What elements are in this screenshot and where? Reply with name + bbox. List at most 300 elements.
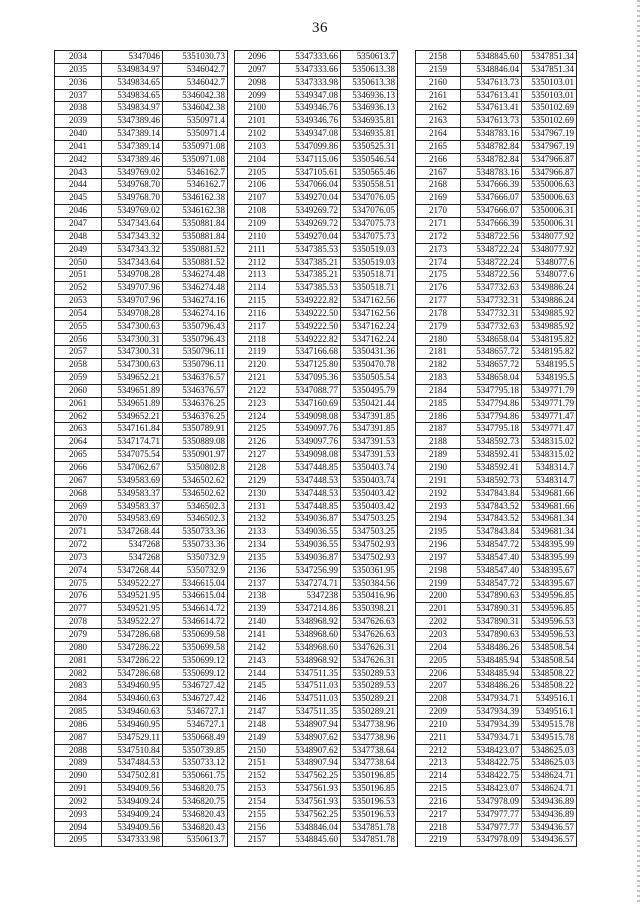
table-row xyxy=(55,282,228,295)
y-coordinate-cell: 5350361.95 xyxy=(341,564,398,577)
table-row xyxy=(235,487,398,500)
y-coordinate-cell: 5349771.79 xyxy=(522,397,577,410)
y-coordinate-cell: 5348077.92 xyxy=(522,243,577,256)
y-coordinate-cell: 5347626.31 xyxy=(341,641,398,654)
x-coordinate-cell: 5349409.24 xyxy=(102,795,163,808)
x-coordinate-cell: 5347561.93 xyxy=(280,795,341,808)
x-coordinate-cell: 5347666.39 xyxy=(461,217,522,230)
y-coordinate-cell: 5350971.08 xyxy=(163,153,228,166)
table-row xyxy=(416,295,577,308)
x-coordinate-cell: 5349269.72 xyxy=(280,205,341,218)
x-coordinate-cell: 5347511.03 xyxy=(280,693,341,706)
x-coordinate-cell: 5349651.89 xyxy=(102,397,163,410)
x-coordinate-cell: 5347161.84 xyxy=(102,423,163,436)
table-row xyxy=(55,372,228,385)
point-number-cell: 2144 xyxy=(235,667,280,680)
point-number-cell: 2145 xyxy=(235,680,280,693)
x-coordinate-cell: 5347286.68 xyxy=(102,628,163,641)
table-row xyxy=(235,372,398,385)
point-number-cell: 2091 xyxy=(55,783,102,796)
point-number-cell: 2049 xyxy=(55,243,102,256)
point-number-cell: 2189 xyxy=(416,449,461,462)
table-row xyxy=(55,770,228,783)
y-coordinate-cell: 5350971.4 xyxy=(163,115,228,128)
y-coordinate-cell: 5350289.53 xyxy=(341,667,398,680)
table-row xyxy=(416,539,577,552)
y-coordinate-cell: 5347738.96 xyxy=(341,731,398,744)
x-coordinate-cell: 5347333.98 xyxy=(102,834,163,847)
point-number-cell: 2046 xyxy=(55,205,102,218)
point-number-cell: 2207 xyxy=(416,680,461,693)
table-row xyxy=(235,230,398,243)
x-coordinate-cell: 5348722.24 xyxy=(461,243,522,256)
table-row xyxy=(55,384,228,397)
y-coordinate-cell: 5348395.99 xyxy=(522,551,577,564)
x-coordinate-cell: 5349768.70 xyxy=(102,192,163,205)
point-number-cell: 2137 xyxy=(235,577,280,590)
y-coordinate-cell: 5350289.21 xyxy=(341,693,398,706)
point-number-cell: 2063 xyxy=(55,423,102,436)
table-row xyxy=(55,603,228,616)
point-number-cell: 2105 xyxy=(235,166,280,179)
x-coordinate-cell: 5347256.99 xyxy=(280,564,341,577)
y-coordinate-cell: 5347967.19 xyxy=(522,140,577,153)
point-number-cell: 2128 xyxy=(235,462,280,475)
table-row xyxy=(55,140,228,153)
y-coordinate-cell: 5348624.71 xyxy=(522,770,577,783)
point-number-cell: 2178 xyxy=(416,307,461,320)
table-row xyxy=(416,269,577,282)
table-row xyxy=(416,731,577,744)
y-coordinate-cell: 5347076.05 xyxy=(341,192,398,205)
point-number-cell: 2186 xyxy=(416,410,461,423)
point-number-cell: 2167 xyxy=(416,166,461,179)
x-coordinate-cell: 5347732.31 xyxy=(461,307,522,320)
x-coordinate-cell: 5347333.98 xyxy=(280,76,341,89)
point-number-cell: 2116 xyxy=(235,307,280,320)
table-row xyxy=(416,89,577,102)
table-row xyxy=(235,834,398,847)
table-row xyxy=(55,783,228,796)
x-coordinate-cell: 5347843.84 xyxy=(461,526,522,539)
table-row xyxy=(235,564,398,577)
point-number-cell: 2040 xyxy=(55,128,102,141)
y-coordinate-cell: 5348395.99 xyxy=(522,539,577,552)
y-coordinate-cell: 5346162.38 xyxy=(163,205,228,218)
point-number-cell: 2062 xyxy=(55,410,102,423)
y-coordinate-cell: 5349596.53 xyxy=(522,628,577,641)
y-coordinate-cell: 5350519.03 xyxy=(341,256,398,269)
table-row xyxy=(55,205,228,218)
x-coordinate-cell: 5348422.75 xyxy=(461,757,522,770)
table-row xyxy=(235,731,398,744)
point-number-cell: 2122 xyxy=(235,384,280,397)
point-number-cell: 2166 xyxy=(416,153,461,166)
y-coordinate-cell: 5350881.84 xyxy=(163,217,228,230)
x-coordinate-cell: 5348968.92 xyxy=(280,616,341,629)
point-number-cell: 2041 xyxy=(55,140,102,153)
table-row xyxy=(416,115,577,128)
table-row xyxy=(55,551,228,564)
y-coordinate-cell: 5347851.34 xyxy=(522,63,577,76)
x-coordinate-cell: 5347613.41 xyxy=(461,102,522,115)
y-coordinate-cell: 5349596.85 xyxy=(522,590,577,603)
table-row xyxy=(55,449,228,462)
table-row xyxy=(55,333,228,346)
point-number-cell: 2119 xyxy=(235,346,280,359)
x-coordinate-cell: 5347166.68 xyxy=(280,346,341,359)
table-row xyxy=(416,333,577,346)
point-number-cell: 2061 xyxy=(55,397,102,410)
table-row xyxy=(416,397,577,410)
y-coordinate-cell: 5350384.56 xyxy=(341,577,398,590)
x-coordinate-cell: 5347268.44 xyxy=(102,564,163,577)
point-number-cell: 2047 xyxy=(55,217,102,230)
point-number-cell: 2217 xyxy=(416,808,461,821)
table-row xyxy=(416,706,577,719)
table-row xyxy=(55,834,228,847)
y-coordinate-cell: 5346376.57 xyxy=(163,372,228,385)
table-row xyxy=(416,770,577,783)
x-coordinate-cell: 5348592.73 xyxy=(461,474,522,487)
y-coordinate-cell: 5347502.93 xyxy=(341,539,398,552)
table-row xyxy=(416,102,577,115)
point-number-cell: 2114 xyxy=(235,282,280,295)
y-coordinate-cell: 5346614.72 xyxy=(163,603,228,616)
point-number-cell: 2097 xyxy=(235,63,280,76)
table-row xyxy=(416,487,577,500)
table-row xyxy=(235,667,398,680)
point-number-cell: 2157 xyxy=(235,834,280,847)
point-number-cell: 2175 xyxy=(416,269,461,282)
table-row xyxy=(416,384,577,397)
y-coordinate-cell: 5350289.53 xyxy=(341,680,398,693)
y-coordinate-cell: 5348508.22 xyxy=(522,680,577,693)
table-row xyxy=(235,641,398,654)
y-coordinate-cell: 5349596.53 xyxy=(522,616,577,629)
y-coordinate-cell: 5350518.71 xyxy=(341,282,398,295)
y-coordinate-cell: 5350732.9 xyxy=(163,551,228,564)
point-number-cell: 2212 xyxy=(416,744,461,757)
point-number-cell: 2110 xyxy=(235,230,280,243)
point-number-cell: 2133 xyxy=(235,526,280,539)
table-row xyxy=(55,423,228,436)
y-coordinate-cell: 5346820.75 xyxy=(163,795,228,808)
table-row xyxy=(235,462,398,475)
x-coordinate-cell: 5347510.84 xyxy=(102,744,163,757)
x-coordinate-cell: 5348845.60 xyxy=(280,834,341,847)
table-row xyxy=(55,153,228,166)
point-number-cell: 2104 xyxy=(235,153,280,166)
x-coordinate-cell: 5349347.08 xyxy=(280,128,341,141)
table-row xyxy=(55,513,228,526)
table-row xyxy=(235,603,398,616)
point-number-cell: 2113 xyxy=(235,269,280,282)
table-row xyxy=(55,217,228,230)
x-coordinate-cell: 5348658.04 xyxy=(461,333,522,346)
point-number-cell: 2206 xyxy=(416,667,461,680)
table-row xyxy=(416,153,577,166)
y-coordinate-cell: 5348314.7 xyxy=(522,462,577,475)
point-number-cell: 2135 xyxy=(235,551,280,564)
y-coordinate-cell: 5350732.9 xyxy=(163,564,228,577)
point-number-cell: 2198 xyxy=(416,564,461,577)
y-coordinate-cell: 5346376.25 xyxy=(163,410,228,423)
point-number-cell: 2082 xyxy=(55,667,102,680)
point-number-cell: 2086 xyxy=(55,718,102,731)
table-row xyxy=(235,192,398,205)
table-row xyxy=(235,808,398,821)
table-row xyxy=(55,590,228,603)
point-number-cell: 2076 xyxy=(55,590,102,603)
table-row xyxy=(235,140,398,153)
x-coordinate-cell: 5349222.82 xyxy=(280,333,341,346)
table-row xyxy=(55,706,228,719)
y-coordinate-cell: 5348195.5 xyxy=(522,372,577,385)
y-coordinate-cell: 5346502.62 xyxy=(163,487,228,500)
y-coordinate-cell: 5347626.63 xyxy=(341,628,398,641)
table-row xyxy=(416,667,577,680)
point-number-cell: 2163 xyxy=(416,115,461,128)
y-coordinate-cell: 5350196.53 xyxy=(341,808,398,821)
table-row xyxy=(416,577,577,590)
x-coordinate-cell: 5347934.71 xyxy=(461,693,522,706)
x-coordinate-cell: 5348592.41 xyxy=(461,449,522,462)
point-number-cell: 2195 xyxy=(416,526,461,539)
point-number-cell: 2093 xyxy=(55,808,102,821)
point-number-cell: 2188 xyxy=(416,436,461,449)
point-number-cell: 2172 xyxy=(416,230,461,243)
table-row xyxy=(235,718,398,731)
y-coordinate-cell: 5346727.1 xyxy=(163,706,228,719)
table-row xyxy=(55,243,228,256)
x-coordinate-cell: 5347385.53 xyxy=(280,243,341,256)
x-coordinate-cell: 5349036.87 xyxy=(280,513,341,526)
table-row xyxy=(416,821,577,834)
x-coordinate-cell: 5348907.94 xyxy=(280,718,341,731)
point-number-cell: 2149 xyxy=(235,731,280,744)
table-row xyxy=(55,487,228,500)
table-row xyxy=(416,256,577,269)
x-coordinate-cell: 5347286.22 xyxy=(102,654,163,667)
table-row xyxy=(55,654,228,667)
y-coordinate-cell: 5346936.13 xyxy=(341,89,398,102)
table-row xyxy=(235,282,398,295)
y-coordinate-cell: 5350398.21 xyxy=(341,603,398,616)
point-number-cell: 2077 xyxy=(55,603,102,616)
point-number-cell: 2036 xyxy=(55,76,102,89)
table-row xyxy=(55,192,228,205)
x-coordinate-cell: 5349222.50 xyxy=(280,320,341,333)
point-number-cell: 2127 xyxy=(235,449,280,462)
point-number-cell: 2100 xyxy=(235,102,280,115)
point-number-cell: 2117 xyxy=(235,320,280,333)
point-number-cell: 2131 xyxy=(235,500,280,513)
table-row xyxy=(235,243,398,256)
x-coordinate-cell: 5348845.60 xyxy=(461,51,522,64)
x-coordinate-cell: 5347890.31 xyxy=(461,603,522,616)
table-row xyxy=(235,590,398,603)
y-coordinate-cell: 5347076.05 xyxy=(341,205,398,218)
y-coordinate-cell: 5346274.16 xyxy=(163,295,228,308)
x-coordinate-cell: 5347300.63 xyxy=(102,359,163,372)
x-coordinate-cell: 5348547.40 xyxy=(461,564,522,577)
y-coordinate-cell: 5346615.04 xyxy=(163,590,228,603)
point-number-cell: 2191 xyxy=(416,474,461,487)
point-number-cell: 2070 xyxy=(55,513,102,526)
table-row xyxy=(55,179,228,192)
table-row xyxy=(235,474,398,487)
table-row xyxy=(416,307,577,320)
point-number-cell: 2187 xyxy=(416,423,461,436)
table-row xyxy=(416,513,577,526)
x-coordinate-cell: 5347666.07 xyxy=(461,192,522,205)
table-row xyxy=(416,346,577,359)
point-number-cell: 2115 xyxy=(235,295,280,308)
point-number-cell: 2058 xyxy=(55,359,102,372)
point-number-cell: 2142 xyxy=(235,641,280,654)
table-row xyxy=(55,628,228,641)
point-number-cell: 2106 xyxy=(235,179,280,192)
y-coordinate-cell: 5349516.1 xyxy=(522,693,577,706)
table-row xyxy=(235,256,398,269)
y-coordinate-cell: 5350006.63 xyxy=(522,192,577,205)
table-row xyxy=(235,551,398,564)
table-row xyxy=(235,384,398,397)
point-number-cell: 2126 xyxy=(235,436,280,449)
x-coordinate-cell: 5349097.76 xyxy=(280,436,341,449)
y-coordinate-cell: 5350102.69 xyxy=(522,102,577,115)
table-row xyxy=(235,320,398,333)
point-number-cell: 2054 xyxy=(55,307,102,320)
y-coordinate-cell: 5346274.48 xyxy=(163,269,228,282)
table-row xyxy=(235,89,398,102)
x-coordinate-cell: 5347099.86 xyxy=(280,140,341,153)
y-coordinate-cell: 5349681.66 xyxy=(522,487,577,500)
y-coordinate-cell: 5350006.31 xyxy=(522,205,577,218)
y-coordinate-cell: 5349515.78 xyxy=(522,718,577,731)
table-row xyxy=(416,603,577,616)
table-row xyxy=(235,166,398,179)
y-coordinate-cell: 5350796.43 xyxy=(163,333,228,346)
table-row xyxy=(416,192,577,205)
x-coordinate-cell: 5349460.63 xyxy=(102,693,163,706)
y-coordinate-cell: 5348395.67 xyxy=(522,577,577,590)
y-coordinate-cell: 5346502.3 xyxy=(163,513,228,526)
point-number-cell: 2214 xyxy=(416,770,461,783)
point-number-cell: 2148 xyxy=(235,718,280,731)
table-row xyxy=(55,397,228,410)
y-coordinate-cell: 5348508.22 xyxy=(522,667,577,680)
y-coordinate-cell: 5350613.38 xyxy=(341,63,398,76)
x-coordinate-cell: 5349347.08 xyxy=(280,89,341,102)
y-coordinate-cell: 5349681.34 xyxy=(522,526,577,539)
y-coordinate-cell: 5347162.24 xyxy=(341,333,398,346)
y-coordinate-cell: 5350733.12 xyxy=(163,757,228,770)
point-number-cell: 2071 xyxy=(55,526,102,539)
y-coordinate-cell: 5347626.63 xyxy=(341,616,398,629)
table-row xyxy=(55,539,228,552)
y-coordinate-cell: 5350699.12 xyxy=(163,667,228,680)
y-coordinate-cell: 5347391.53 xyxy=(341,449,398,462)
x-coordinate-cell: 5347268 xyxy=(102,551,163,564)
x-coordinate-cell: 5349769.02 xyxy=(102,166,163,179)
y-coordinate-cell: 5350505.54 xyxy=(341,372,398,385)
y-coordinate-cell: 5347851.78 xyxy=(341,821,398,834)
table-row xyxy=(235,654,398,667)
table-row xyxy=(235,205,398,218)
table-row xyxy=(55,410,228,423)
table-row xyxy=(55,795,228,808)
coordinates-table-left xyxy=(54,50,228,847)
y-coordinate-cell: 5346274.16 xyxy=(163,307,228,320)
point-number-cell: 2136 xyxy=(235,564,280,577)
point-number-cell: 2096 xyxy=(235,51,280,64)
point-number-cell: 2120 xyxy=(235,359,280,372)
x-coordinate-cell: 5347934.39 xyxy=(461,706,522,719)
x-coordinate-cell: 5347890.63 xyxy=(461,628,522,641)
x-coordinate-cell: 5349521.95 xyxy=(102,590,163,603)
y-coordinate-cell: 5348195.82 xyxy=(522,346,577,359)
table-row xyxy=(235,359,398,372)
table-row xyxy=(235,795,398,808)
x-coordinate-cell: 5347529.11 xyxy=(102,731,163,744)
y-coordinate-cell: 5350196.53 xyxy=(341,795,398,808)
table-row xyxy=(416,372,577,385)
y-coordinate-cell: 5350796.43 xyxy=(163,320,228,333)
table-row xyxy=(55,526,228,539)
table-row xyxy=(55,307,228,320)
x-coordinate-cell: 5347066.04 xyxy=(280,179,341,192)
point-number-cell: 2151 xyxy=(235,757,280,770)
point-number-cell: 2156 xyxy=(235,821,280,834)
table-row xyxy=(235,680,398,693)
point-number-cell: 2184 xyxy=(416,384,461,397)
table-row xyxy=(235,770,398,783)
x-coordinate-cell: 5348657.72 xyxy=(461,346,522,359)
x-coordinate-cell: 5349707.96 xyxy=(102,295,163,308)
y-coordinate-cell: 5350739.85 xyxy=(163,744,228,757)
x-coordinate-cell: 5348783.16 xyxy=(461,128,522,141)
point-number-cell: 2074 xyxy=(55,564,102,577)
x-coordinate-cell: 5349409.56 xyxy=(102,783,163,796)
x-coordinate-cell: 5347174.71 xyxy=(102,436,163,449)
table-row xyxy=(235,513,398,526)
x-coordinate-cell: 5347385.21 xyxy=(280,256,341,269)
y-coordinate-cell: 5349436.89 xyxy=(522,795,577,808)
y-coordinate-cell: 5346042.38 xyxy=(163,89,228,102)
point-number-cell: 2180 xyxy=(416,333,461,346)
y-coordinate-cell: 5350546.54 xyxy=(341,153,398,166)
table-row xyxy=(55,731,228,744)
point-number-cell: 2185 xyxy=(416,397,461,410)
x-coordinate-cell: 5348422.75 xyxy=(461,770,522,783)
x-coordinate-cell: 5347843.84 xyxy=(461,487,522,500)
x-coordinate-cell: 5347385.53 xyxy=(280,282,341,295)
point-number-cell: 2139 xyxy=(235,603,280,616)
x-coordinate-cell: 5349834.97 xyxy=(102,102,163,115)
x-coordinate-cell: 5347268.44 xyxy=(102,526,163,539)
point-number-cell: 2121 xyxy=(235,372,280,385)
y-coordinate-cell: 5350565.46 xyxy=(341,166,398,179)
table-row xyxy=(416,718,577,731)
x-coordinate-cell: 5348968.92 xyxy=(280,654,341,667)
point-number-cell: 2173 xyxy=(416,243,461,256)
y-coordinate-cell: 5347162.56 xyxy=(341,295,398,308)
table-row xyxy=(416,590,577,603)
x-coordinate-cell: 5347300.31 xyxy=(102,346,163,359)
point-number-cell: 2043 xyxy=(55,166,102,179)
